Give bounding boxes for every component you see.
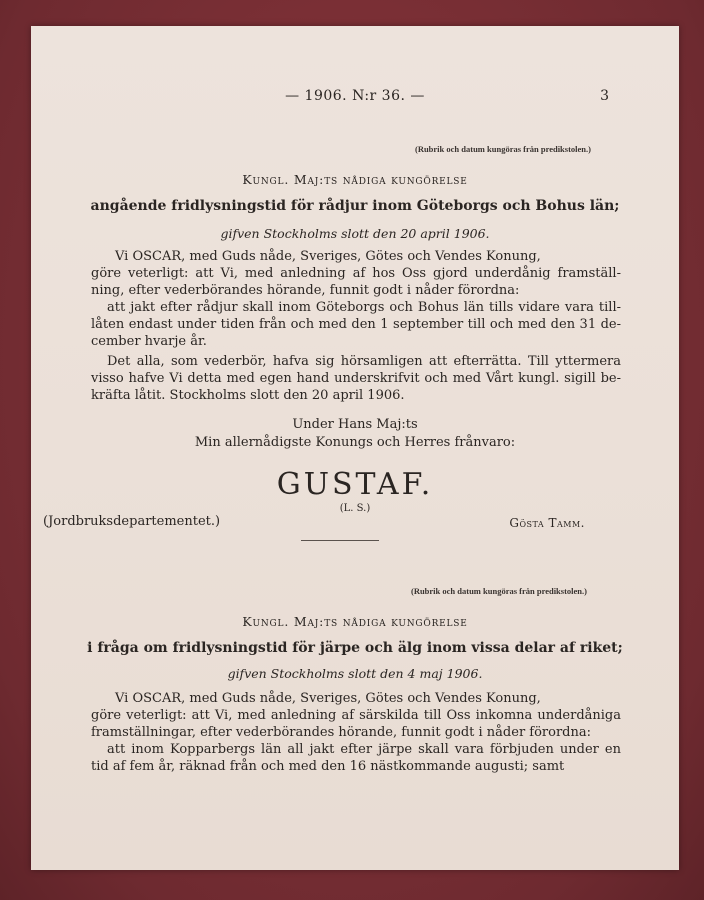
s1-p1-line-2: göre veterligt: att Vi, med anledning af hos Oss gjord underdånig framställ- [91, 266, 621, 281]
s1-p2-line-3: cember hvarje år. [91, 334, 207, 349]
s1-p2-line-2: låten endast under tiden från och med den 1 september till och med den 31 de- [91, 317, 621, 332]
issue-date-1: gifven Stockholms slott den 20 april 1906. [220, 226, 490, 241]
absence-line: Min allernådigste Konungs och Herres frånvaro: [194, 435, 516, 450]
department: (Jordbruksdepartementet.) [43, 514, 221, 529]
locus-sigilli: (L. S.) [339, 503, 371, 514]
s1-p2-line-1: att jakt efter rådjur skall inom Göteborgs och Bohus län tills vidare vara till- [107, 300, 621, 315]
s1-p3-line-2: visso hafve Vi detta med egen hand underskrifvit och med Vårt kungl. sigill be- [91, 371, 621, 386]
s2-p1-line-2: göre veterligt: att Vi, med anledning af särskilda till Oss inkomna underdåniga [91, 708, 621, 723]
section-divider [301, 540, 379, 541]
kungl-heading-1: Kungl. Maj:ts nådiga kungörelse [242, 172, 468, 187]
signature-gustaf: GUSTAF. [276, 467, 434, 502]
s2-p1-line-1: Vi OSCAR, med Guds nåde, Sveriges, Götes och Vendes Konung, [115, 691, 541, 706]
s1-p3-line-3: kräfta låtit. Stockholms slott den 20 april 1906. [91, 388, 405, 403]
rubrik-note-2: (Rubrik och datum kungöras från predikstolen.) [410, 586, 587, 596]
kungl-heading-2: Kungl. Maj:ts nådiga kungörelse [242, 614, 468, 629]
countersignature: Gösta Tamm. [509, 516, 585, 530]
s1-p1-line-3: ning, efter vederbörandes hörande, funnit godt i nåder förordna: [91, 283, 520, 298]
decree-title-1: angående fridlysningstid för rådjur inom Göteborgs och Bohus län; [90, 198, 620, 214]
s1-p3-line-1: Det alla, som vederbör, hafva sig hörsamligen att efterrätta. Till yttermera [107, 354, 621, 369]
under-line: Under Hans Maj:ts [292, 417, 418, 432]
document-page [31, 26, 679, 870]
decree-title-2: i fråga om fridlysningstid för järpe och älg inom vissa delar af riket; [87, 640, 623, 656]
running-head: — 1906. N:r 36. — [285, 88, 425, 104]
rubrik-note-1: (Rubrik och datum kungöras från predikstolen.) [414, 144, 591, 154]
s1-p1-line-1: Vi OSCAR, med Guds nåde, Sveriges, Götes och Vendes Konung, [115, 249, 541, 264]
page-number: 3 [600, 88, 609, 104]
s2-p1-line-3: framställningar, efter vederbörandes hörande, funnit godt i nåder förordna: [91, 725, 592, 740]
s2-p2-line-2: tid af fem år, räknad från och med den 16 nästkommande augusti; samt [91, 759, 565, 774]
issue-date-2: gifven Stockholms slott den 4 maj 1906. [227, 666, 483, 681]
s2-p2-line-1: att inom Kopparbergs län all jakt efter järpe skall vara förbjuden under en [107, 742, 621, 757]
